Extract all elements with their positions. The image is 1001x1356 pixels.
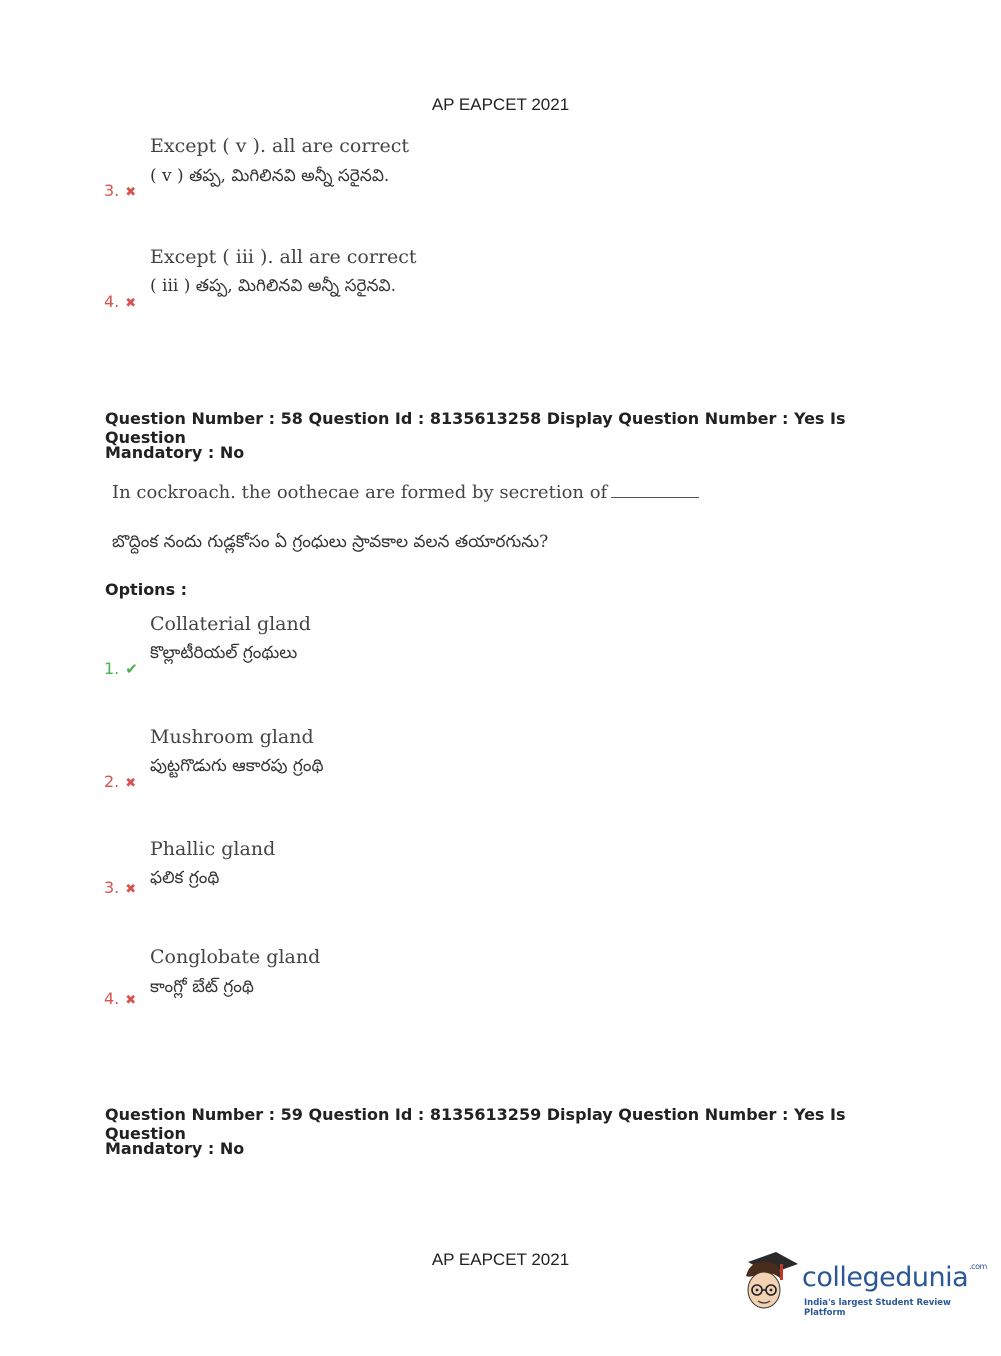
question-59-meta-line2: Mandatory : No [105,1139,245,1158]
option-3-marker [104,181,136,200]
option-2-english: Mushroom gland [150,726,314,748]
option-number: 4. [104,989,120,1008]
option-number: 2. [104,772,120,791]
question-58-meta-line2: Mandatory : No [105,443,245,462]
page-header: AP EAPCET 2021 [431,95,570,114]
option-3-english: Except ( v ). all are correct [150,135,410,157]
option-number: 4. [104,292,120,311]
answer-blank [611,483,699,498]
cross-icon: ✖ [125,185,137,200]
mascot-icon [740,1248,800,1314]
option-4-marker [104,292,136,311]
option-4-marker [104,989,136,1008]
question-58-meta-line1: Question Number : 58 Question Id : 8135613258 Display Question Number : Yes Is Question [105,409,846,447]
options-label: Options : [105,580,188,599]
logo-tagline: India's largest Student Review Platform [804,1298,951,1318]
option-3-telugu: ( v ) తప్ప, మిగిలినవి అన్నీ సరైనవి. [150,166,390,186]
page-footer: AP EAPCET 2021 [431,1250,570,1269]
check-icon: ✔ [125,660,138,678]
cross-icon: ✖ [125,993,137,1008]
question-58-text-telugu: బొద్దింక నందు గుడ్లకోసం ఏ గ్రంధులు స్రావకాల వలన తయారగును? [112,532,549,552]
option-4-english: Conglobate gland [150,946,321,968]
option-2-telugu: పుట్టగొడుగు ఆకారపు గ్రంథి [150,756,324,776]
question-59-meta-line1: Question Number : 59 Question Id : 8135613259 Display Question Number : Yes Is Question [105,1105,846,1143]
option-number: 1. [104,659,120,678]
question-58-text-english [112,482,699,503]
collegedunia-logo [740,1248,987,1318]
option-1-telugu: కొల్లాటీరియల్ గ్రంథులు [150,643,298,663]
option-3-english: Phallic gland [150,838,276,860]
option-1-marker [104,659,138,678]
option-3-marker [104,878,136,897]
cross-icon: ✖ [125,296,137,311]
question-text: In cockroach. the oothecae are formed by secretion of [112,482,608,503]
cross-icon: ✖ [125,882,137,897]
logo-suffix: .com [969,1262,987,1271]
option-2-marker [104,772,136,791]
logo-brand-text: collegedunia [802,1262,969,1293]
option-1-english: Collaterial gland [150,613,311,635]
option-4-english: Except ( iii ). all are correct [150,246,417,268]
option-3-telugu: ఫలిక గ్రంథి [150,868,220,888]
option-4-telugu: ( iii ) తప్ప, మిగిలినవి అన్నీ సరైనవి. [150,276,397,296]
option-4-telugu: కాంగ్లో బేట్ గ్రంథి [150,977,254,997]
logo-brand [802,1262,987,1293]
option-number: 3. [104,181,120,200]
cross-icon: ✖ [125,776,137,791]
option-number: 3. [104,878,120,897]
